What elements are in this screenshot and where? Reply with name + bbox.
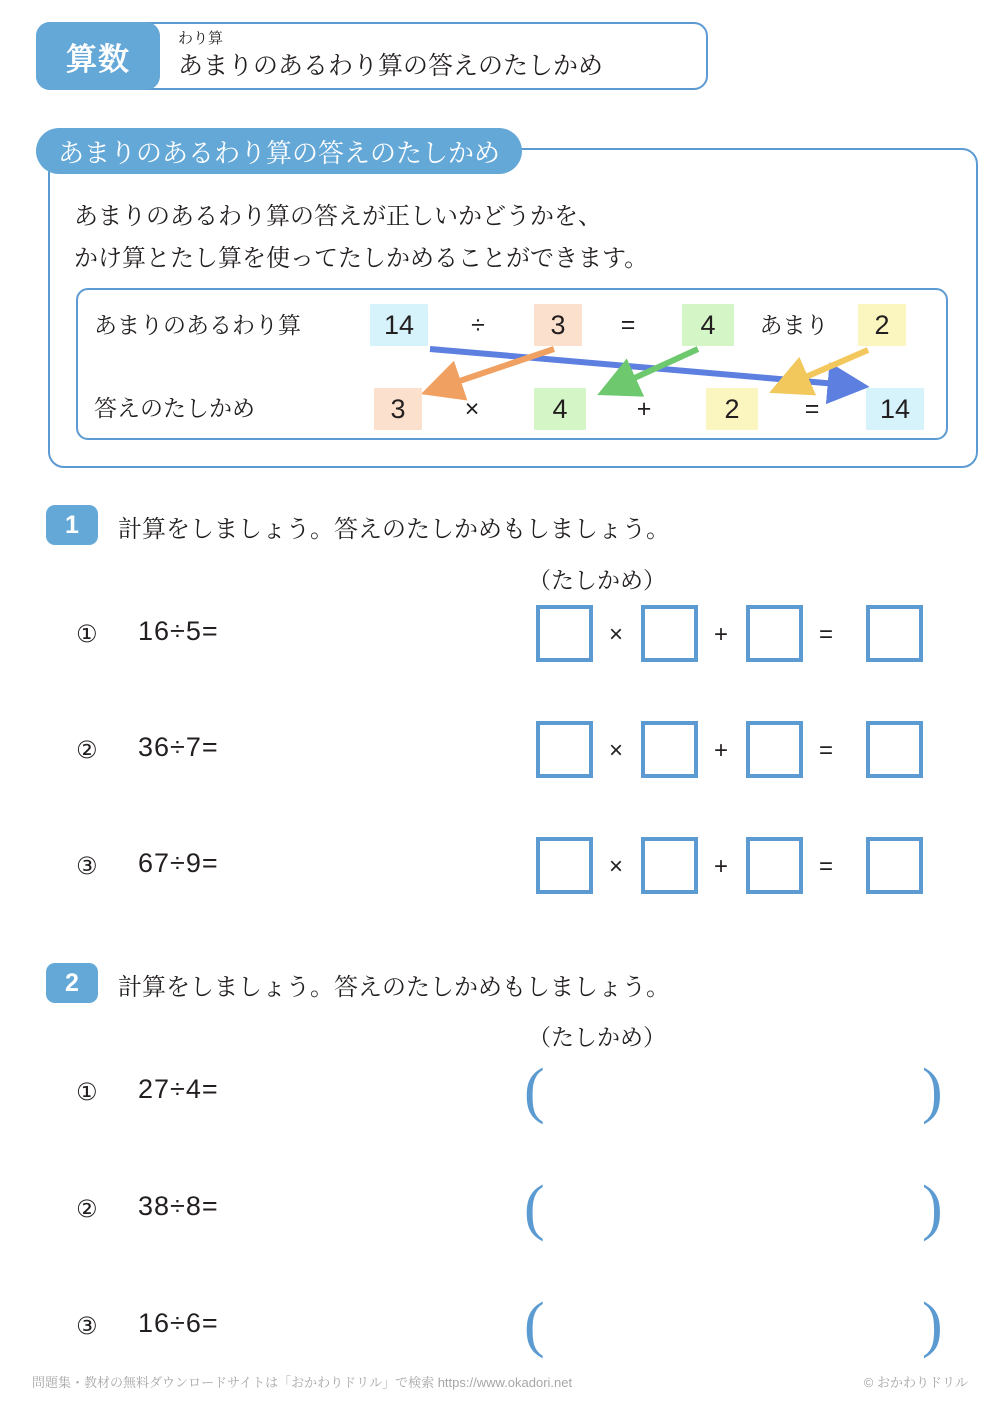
formula-top-divisor: 3 (534, 304, 582, 346)
section-1-instruction: 計算をしましょう。答えのたしかめもしましょう。 (118, 516, 670, 543)
s2-problem-1-expression: 27÷4= (138, 1074, 219, 1104)
s2-problem-2-paren-close: ) (922, 1174, 943, 1242)
s1-problem-1-equals-operator: = (818, 621, 833, 648)
s2-problem-2-number: ② (76, 1196, 98, 1223)
s2-problem-1-paren-open: ( (524, 1057, 545, 1125)
formula-bottom-label: 答えのたしかめ (94, 395, 255, 421)
s2-problem-3-paren-close: ) (922, 1291, 943, 1359)
header-text-group (178, 30, 603, 82)
section-2-number: 2 (46, 963, 98, 1003)
formula-top-remainder: 2 (858, 304, 906, 346)
formula-top-label: あまりのあるわり算 (94, 312, 301, 338)
s1-problem-3-box-divisor[interactable] (536, 837, 593, 894)
formula-top-dividend: 14 (370, 304, 428, 346)
s1-problem-3-expression: 67÷9= (138, 848, 219, 878)
s1-problem-3-box-quotient[interactable] (641, 837, 698, 894)
footer-site-text: 問題集・教材の無料ダウンロードサイトは「おかわりドリル」で検索 https://www.okadori.net (32, 1375, 573, 1390)
s1-problem-2-box-divisor[interactable] (536, 721, 593, 778)
formula-bottom-quotient: 4 (534, 388, 586, 430)
s1-problem-3-plus-operator: + (713, 853, 728, 880)
section-1-number: 1 (46, 505, 98, 545)
s1-problem-3-equals-operator: = (818, 853, 833, 880)
s1-problem-2-box-remainder[interactable] (746, 721, 803, 778)
formula-bottom-remainder: 2 (706, 388, 758, 430)
section-1-tashikame-label: （たしかめ） (528, 567, 666, 593)
lesson-body-line-2: かけ算とたし算を使ってたしかめることができます。 (74, 245, 649, 272)
s1-problem-1-box-divisor[interactable] (536, 605, 593, 662)
subject-badge: 算数 (36, 22, 160, 90)
s2-problem-3-number: ③ (76, 1313, 98, 1340)
s2-problem-1-number: ① (76, 1079, 98, 1106)
s1-problem-3-box-dividend[interactable] (866, 837, 923, 894)
s1-problem-1-multiply-operator: × (608, 621, 623, 648)
formula-top-equals-operator: = (620, 310, 636, 339)
formula-bottom-equals-operator: = (804, 394, 820, 423)
s1-problem-3-box-remainder[interactable] (746, 837, 803, 894)
s1-problem-3-multiply-operator: × (608, 853, 623, 880)
worksheet-header (36, 22, 708, 90)
s1-problem-1-box-dividend[interactable] (866, 605, 923, 662)
s2-problem-2-paren-open: ( (524, 1174, 545, 1242)
formula-multiply-operator: × (464, 394, 480, 423)
header-kicker: わり算 (178, 30, 224, 47)
s2-problem-1-paren-close: ) (922, 1057, 943, 1125)
section-2-tashikame-label: （たしかめ） (528, 1024, 666, 1050)
formula-bottom-dividend: 14 (866, 388, 924, 430)
s1-problem-1-box-remainder[interactable] (746, 605, 803, 662)
section-2-instruction: 計算をしましょう。答えのたしかめもしましょう。 (118, 974, 670, 1001)
s1-problem-1-box-quotient[interactable] (641, 605, 698, 662)
s1-problem-2-number: ② (76, 737, 98, 764)
page-title: あまりのあるわり算の答えのたしかめ (178, 51, 604, 80)
s2-problem-2-expression: 38÷8= (138, 1191, 219, 1221)
formula-bottom-divisor: 3 (374, 388, 422, 430)
footer-copyright: © おかわりドリル (863, 1375, 968, 1390)
s1-problem-1-expression: 16÷5= (138, 616, 219, 646)
formula-top-quotient: 4 (682, 304, 734, 346)
s1-problem-2-plus-operator: + (713, 737, 728, 764)
formula-example-box (76, 288, 948, 440)
s1-problem-2-multiply-operator: × (608, 737, 623, 764)
lesson-title: あまりのあるわり算の答えのたしかめ (36, 128, 522, 174)
formula-amari-word: あまり (759, 311, 829, 338)
s1-problem-2-box-quotient[interactable] (641, 721, 698, 778)
footer (0, 1372, 1000, 1402)
s1-problem-1-number: ① (76, 621, 98, 648)
s2-problem-3-paren-open: ( (524, 1291, 545, 1359)
s1-problem-3-number: ③ (76, 853, 98, 880)
s1-problem-2-box-dividend[interactable] (866, 721, 923, 778)
s1-problem-2-equals-operator: = (818, 737, 833, 764)
s1-problem-1-plus-operator: + (713, 621, 728, 648)
lesson-body-line-1: あまりのあるわり算の答えが正しいかどうかを、 (74, 203, 602, 230)
formula-plus-operator: + (636, 394, 652, 423)
s1-problem-2-expression: 36÷7= (138, 732, 219, 762)
formula-divide-operator: ÷ (471, 310, 485, 339)
s2-problem-3-expression: 16÷6= (138, 1308, 219, 1338)
